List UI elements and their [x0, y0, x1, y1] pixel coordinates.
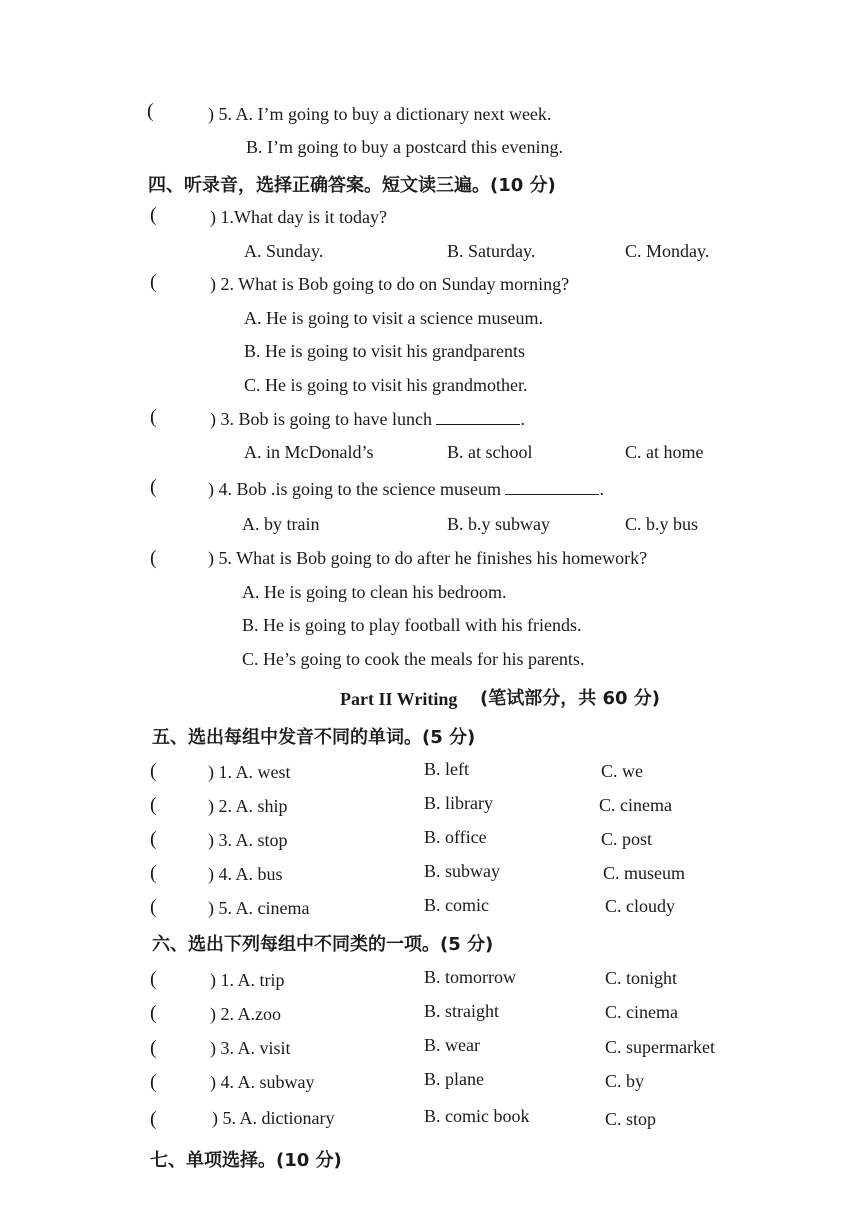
s6-row-c: C. supermarket: [605, 1037, 715, 1057]
s4-q3: ) 3. Bob is going to have lunch .: [210, 409, 525, 429]
s3-q5-line: ) 5. A. I’m going to buy a dictionary next week.: [208, 104, 552, 124]
answer-paren: (: [150, 271, 157, 293]
s4-q1: ) 1.What day is it today?: [210, 207, 387, 227]
s6-row-a: ) 4. A. subway: [210, 1072, 315, 1092]
s5-row-a: ) 4. A. bus: [208, 864, 283, 884]
s4-q2-option-c: C. He is going to visit his grandmother.: [244, 375, 528, 395]
answer-paren: (: [150, 1071, 157, 1093]
answer-paren: (: [150, 828, 157, 850]
answer-paren: (: [147, 100, 154, 122]
s4-q2-option-b: B. He is going to visit his grandparents: [244, 341, 525, 361]
s5-row-a: ) 5. A. cinema: [208, 898, 310, 918]
section-4-heading: 四、听录音，选择正确答案。短文读三遍。(10 分): [148, 175, 556, 196]
s6-row-b: B. plane: [424, 1069, 484, 1089]
s4-q5-option-a: A. He is going to clean his bedroom.: [242, 582, 507, 602]
s6-row-a: ) 5. A. dictionary: [212, 1108, 335, 1128]
s6-row-b: B. wear: [424, 1035, 480, 1055]
answer-paren: (: [150, 862, 157, 884]
s5-row-c: C. museum: [603, 863, 686, 883]
s5-row-b: B. comic: [424, 895, 489, 915]
s6-row-a: ) 2. A.zoo: [210, 1004, 281, 1024]
s6-row-b: B. straight: [424, 1001, 499, 1021]
s6-row-c: C. by: [605, 1071, 645, 1091]
s4-q5: ) 5. What is Bob going to do after he finishes his homework?: [208, 548, 648, 568]
answer-paren: (: [150, 204, 157, 226]
part-2-title: Part II Writing: [340, 689, 458, 709]
s4-q3-text: ) 3. Bob is going to have lunch: [210, 409, 432, 429]
s6-row-c: C. tonight: [605, 968, 678, 988]
s5-row-c: C. post: [601, 829, 653, 849]
s5-row-c: C. cloudy: [605, 896, 675, 916]
answer-paren: (: [150, 1002, 157, 1024]
s6-row-c: C. cinema: [605, 1002, 678, 1022]
answer-paren: (: [150, 794, 157, 816]
s3-q5-option-b: B. I’m going to buy a postcard this evening.: [246, 137, 563, 157]
section-7-heading: 七、单项选择。(10 分): [150, 1150, 342, 1171]
s5-row-c: C. we: [601, 761, 643, 781]
answer-paren: (: [150, 547, 157, 569]
s4-q4: ) 4. Bob .is going to the science museum .: [208, 479, 604, 499]
s4-q1-option-a: A. Sunday.: [244, 241, 324, 261]
s4-q3-option-b: B. at school: [447, 442, 533, 462]
answer-blank[interactable]: [436, 408, 520, 425]
s5-row-a: ) 3. A. stop: [208, 830, 288, 850]
answer-paren: (: [150, 760, 157, 782]
s4-q4-option-c: C. b.y bus: [625, 514, 699, 534]
s6-row-a: ) 1. A. trip: [210, 970, 285, 990]
s4-q3-option-c: C. at home: [625, 442, 704, 462]
answer-blank[interactable]: [505, 478, 599, 495]
answer-paren: (: [150, 968, 157, 990]
s4-q1-option-b: B. Saturday.: [447, 241, 536, 261]
answer-paren: (: [150, 1108, 157, 1130]
s4-q5-option-b: B. He is going to play football with his friends.: [242, 615, 582, 635]
s5-row-b: B. left: [424, 759, 469, 779]
s5-row-a: ) 2. A. ship: [208, 796, 288, 816]
s5-row-c: C. cinema: [599, 795, 672, 815]
answer-paren: (: [150, 476, 157, 498]
s4-q4-text: ) 4. Bob .is going to the science museum: [208, 479, 501, 499]
s5-row-b: B. office: [424, 827, 487, 847]
s5-row-b: B. library: [424, 793, 493, 813]
s4-q2-option-a: A. He is going to visit a science museum.: [244, 308, 543, 328]
s4-q1-option-c: C. Monday.: [625, 241, 710, 261]
answer-paren: (: [150, 406, 157, 428]
s5-row-b: B. subway: [424, 861, 500, 881]
s6-row-b: B. comic book: [424, 1106, 530, 1126]
part-2-note: (笔试部分，共 60 分): [480, 688, 661, 709]
s4-q3-option-a: A. in McDonald’s: [244, 442, 374, 462]
s4-q5-option-c: C. He’s going to cook the meals for his parents.: [242, 649, 585, 669]
s6-row-a: ) 3. A. visit: [210, 1038, 291, 1058]
s6-row-b: B. tomorrow: [424, 967, 516, 987]
section-6-heading: 六、选出下列每组中不同类的一项。(5 分): [152, 934, 494, 955]
s4-q4-option-a: A. by train: [242, 514, 320, 534]
answer-paren: (: [150, 896, 157, 918]
s6-row-c: C. stop: [605, 1109, 657, 1129]
answer-paren: (: [150, 1037, 157, 1059]
s4-q4-option-b: B. b.y subway: [447, 514, 550, 534]
s5-row-a: ) 1. A. west: [208, 762, 291, 782]
section-5-heading: 五、选出每组中发音不同的单词。(5 分): [152, 727, 476, 748]
s4-q2: ) 2. What is Bob going to do on Sunday morning?: [210, 274, 570, 294]
